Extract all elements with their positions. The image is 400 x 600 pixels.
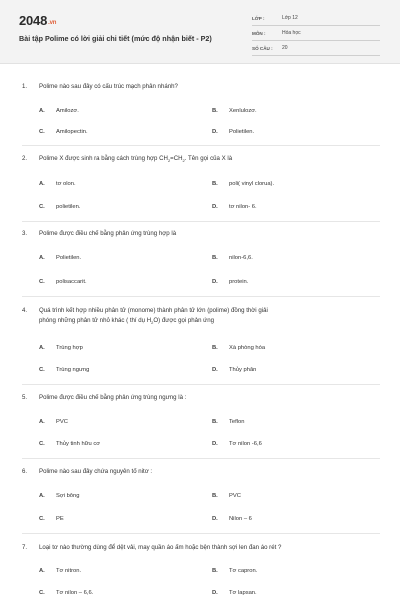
option-text: Trùng hợp xyxy=(56,345,83,351)
option-4c[interactable] xyxy=(39,367,89,373)
option-3a[interactable] xyxy=(39,255,81,261)
option-letter: C. xyxy=(39,279,45,285)
question-text xyxy=(22,82,382,92)
question-number: 4. xyxy=(22,307,28,314)
option-letter: C. xyxy=(39,516,45,522)
question-number: 6. xyxy=(22,468,28,475)
option-text: Tơ nitron. xyxy=(56,568,82,574)
option-2c[interactable] xyxy=(39,204,81,210)
option-letter: B. xyxy=(212,345,218,351)
option-text: PE xyxy=(56,516,64,522)
option-text: nilon-6,6. xyxy=(229,255,253,261)
question-4 xyxy=(22,306,382,328)
option-letter: D. xyxy=(212,129,218,135)
question-text xyxy=(22,467,382,477)
question-text xyxy=(22,306,382,328)
option-1b[interactable] xyxy=(212,108,257,114)
option-letter: D. xyxy=(212,516,218,522)
question-number: 2. xyxy=(22,155,28,162)
meta-value: Hóa học xyxy=(282,30,301,36)
option-5d[interactable] xyxy=(212,441,262,447)
option-letter: B. xyxy=(212,255,218,261)
option-1d[interactable] xyxy=(212,129,254,135)
option-letter: A. xyxy=(39,255,45,261)
question-body: Polime được điều chế bằng phản ứng trùng hợp là xyxy=(39,230,177,237)
option-text: Tơ capron. xyxy=(229,568,258,574)
site-logo[interactable]: 2048.vn xyxy=(19,13,57,28)
option-text: Tơ lapsan. xyxy=(229,590,257,596)
option-text: Xà phòng hóa xyxy=(229,345,266,351)
question-text xyxy=(22,229,382,239)
option-text: Amilozơ. xyxy=(56,108,79,114)
meta-row-class xyxy=(252,11,380,26)
option-4b[interactable] xyxy=(212,345,265,351)
meta-row-count xyxy=(252,41,380,56)
option-text: PVC xyxy=(56,419,68,425)
option-1c[interactable] xyxy=(39,129,88,135)
option-letter: A. xyxy=(39,568,45,574)
option-letter: C. xyxy=(39,367,45,373)
option-text: Nilon – 6 xyxy=(229,516,252,522)
option-text: Thủy phân xyxy=(229,367,257,373)
option-letter: D. xyxy=(212,367,218,373)
option-7b[interactable] xyxy=(212,568,257,574)
option-letter: A. xyxy=(39,493,45,499)
option-text: tơ nilon- 6. xyxy=(229,204,257,210)
divider xyxy=(22,533,380,534)
option-6a[interactable] xyxy=(39,493,79,499)
question-3 xyxy=(22,229,382,239)
question-body: Polime nào sau đây có cấu trúc mạch phân nhánh? xyxy=(39,83,178,90)
divider xyxy=(22,221,380,222)
question-1 xyxy=(22,82,382,92)
page-header xyxy=(0,0,400,64)
question-body: Polime nào sau đây chứa nguyên tố nitơ : xyxy=(39,468,153,475)
option-letter: A. xyxy=(39,181,45,187)
meta-value: Lớp 12 xyxy=(282,15,298,21)
option-5a[interactable] xyxy=(39,419,68,425)
divider xyxy=(22,145,380,146)
question-7 xyxy=(22,543,382,553)
option-text: poli( vinyl clorua). xyxy=(229,181,275,187)
option-letter: D. xyxy=(212,279,218,285)
question-text xyxy=(22,154,382,166)
question-number: 3. xyxy=(22,230,28,237)
question-number: 5. xyxy=(22,394,28,401)
option-3d[interactable] xyxy=(212,279,248,285)
option-text: PVC xyxy=(229,493,241,499)
option-text: protein. xyxy=(229,279,249,285)
divider xyxy=(22,296,380,297)
option-letter: A. xyxy=(39,108,45,114)
option-text: Trùng ngưng xyxy=(56,367,90,373)
question-text xyxy=(22,543,382,553)
option-7c[interactable] xyxy=(39,590,93,596)
meta-label: MÔN : xyxy=(252,30,266,36)
divider xyxy=(22,458,380,459)
option-6d[interactable] xyxy=(212,516,252,522)
question-body: Loại tơ nào thường dùng để dệt vải, may quần áo ấm hoặc bện thành sợi len đan áo rét ? xyxy=(39,544,282,551)
option-text: Tơ nilon -6,6 xyxy=(229,441,262,447)
option-letter: D. xyxy=(212,441,218,447)
option-text: Xenlulozơ. xyxy=(229,108,257,114)
option-text: Thủy tinh hữu cơ xyxy=(56,441,101,447)
option-letter: D. xyxy=(212,590,218,596)
divider xyxy=(22,384,380,385)
question-2 xyxy=(22,154,382,166)
option-text: Polietilen. xyxy=(56,255,82,261)
question-text xyxy=(22,393,382,403)
option-text: polietilen. xyxy=(56,204,81,210)
question-5 xyxy=(22,393,382,403)
meta-row-subject xyxy=(252,26,380,41)
question-number: 1. xyxy=(22,83,28,90)
meta-value: 20 xyxy=(282,45,288,51)
option-letter: C. xyxy=(39,441,45,447)
question-body: Polime được điều chế bằng phản ứng trùng ngưng là : xyxy=(39,394,187,401)
option-6c[interactable] xyxy=(39,516,64,522)
option-letter: B. xyxy=(212,108,218,114)
document-info xyxy=(252,11,380,56)
option-6b[interactable] xyxy=(212,493,241,499)
option-letter: B. xyxy=(212,568,218,574)
question-number: 7. xyxy=(22,544,28,551)
option-letter: B. xyxy=(212,419,218,425)
option-5b[interactable] xyxy=(212,419,244,425)
option-letter: A. xyxy=(39,419,45,425)
option-letter: C. xyxy=(39,590,45,596)
option-letter: D. xyxy=(212,204,218,210)
option-2a[interactable] xyxy=(39,181,76,187)
option-letter: C. xyxy=(39,204,45,210)
option-letter: C. xyxy=(39,129,45,135)
question-6 xyxy=(22,467,382,477)
option-1a[interactable] xyxy=(39,108,79,114)
option-5c[interactable] xyxy=(39,441,100,447)
option-text: polisaccarit. xyxy=(56,279,87,285)
option-letter: B. xyxy=(212,493,218,499)
option-4a[interactable] xyxy=(39,345,83,351)
option-text: Teflon xyxy=(229,419,245,425)
option-text: Sợi bông xyxy=(56,493,80,499)
option-letter: A. xyxy=(39,345,45,351)
option-letter: B. xyxy=(212,181,218,187)
meta-label: SỐ CÂU : xyxy=(252,45,273,51)
option-7d[interactable] xyxy=(212,590,257,596)
option-3c[interactable] xyxy=(39,279,87,285)
option-text: tơ olon. xyxy=(56,181,76,187)
option-2d[interactable] xyxy=(212,204,257,210)
page-title: Bài tập Polime có lời giải chi tiết (mức độ nhận biết - P2) xyxy=(19,34,212,43)
option-7a[interactable] xyxy=(39,568,81,574)
option-3b[interactable] xyxy=(212,255,253,261)
question-body: Quá trình kết hợp nhiều phân tử (monome) thành phân tử lớn (polime) đồng thời giải phóng những phân tử nhỏ khác ( thí dụ $H_2O$) được gọi phản ứng xyxy=(39,307,268,326)
option-text: Amilopectin. xyxy=(56,129,88,135)
meta-label: LỚP : xyxy=(252,15,265,21)
option-2b[interactable] xyxy=(212,181,274,187)
option-text: Tơ nilon – 6,6. xyxy=(56,590,94,596)
option-text: Polietilen. xyxy=(229,129,255,135)
option-4d[interactable] xyxy=(212,367,256,373)
question-body: Polime X được sinh ra bằng cách trùng hợp $CH_2=CH_2$. Tên gọi của X là xyxy=(39,155,233,164)
